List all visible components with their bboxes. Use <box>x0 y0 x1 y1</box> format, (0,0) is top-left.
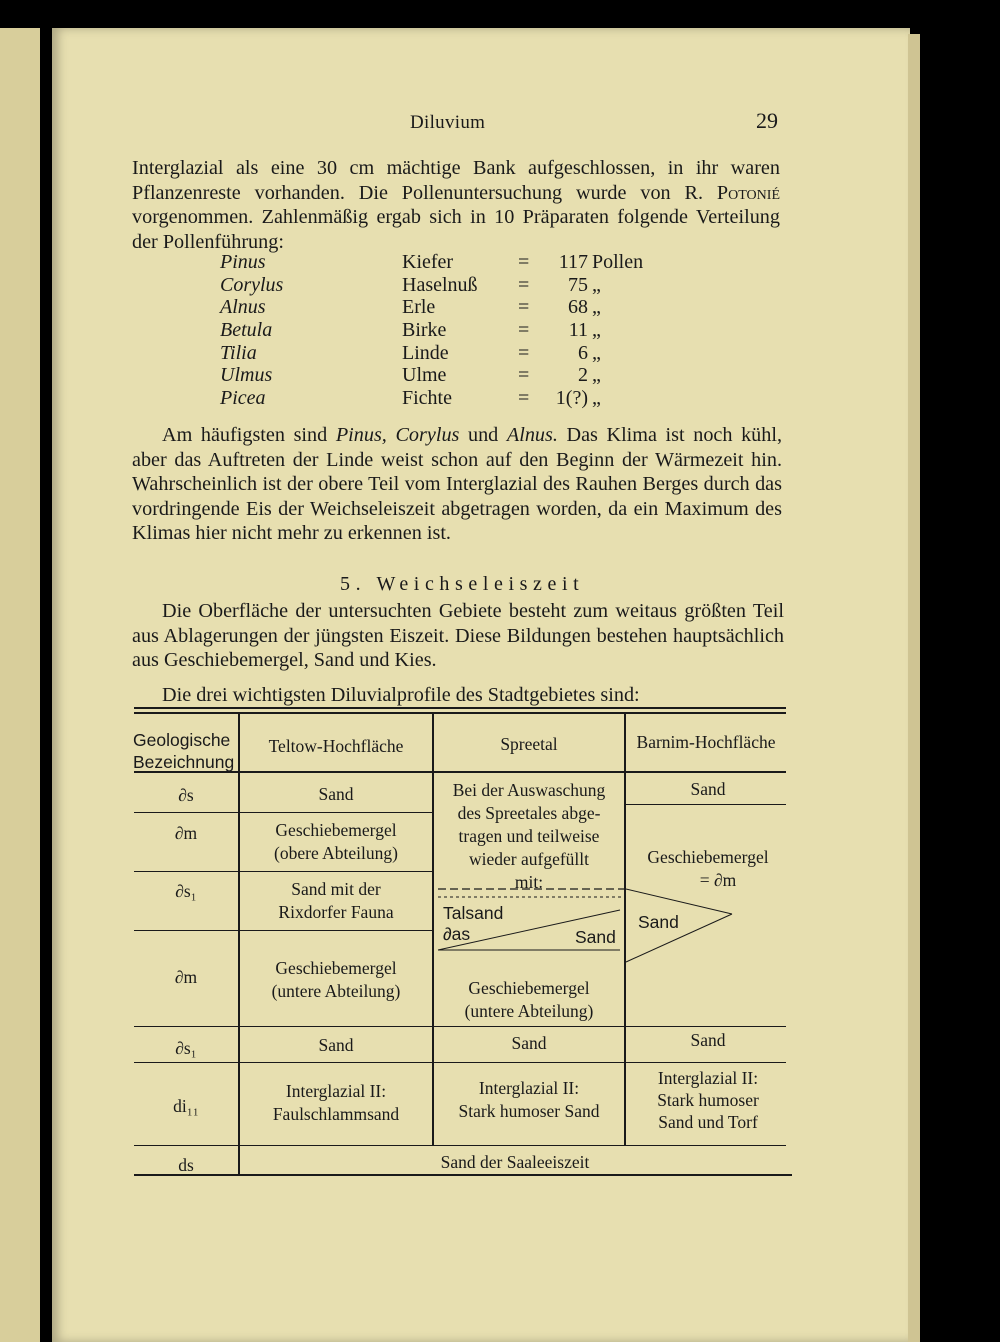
pollen-latin: Tilia <box>220 341 257 364</box>
pollen-german: Birke <box>402 319 447 342</box>
para1-text-b: vorgenommen. Zahlenmäßig ergab sich in 10 Präparaten folgende Verteilung der Pollenführung: <box>132 206 780 253</box>
spreetal-cell: Sand <box>511 1033 547 1053</box>
pollen-equals: = <box>518 341 530 364</box>
spreetal-sand-lens: Sand <box>575 927 616 947</box>
author-name: Potonié <box>716 181 780 204</box>
pollen-equals: = <box>518 296 530 319</box>
pollen-unit: „ <box>592 341 601 364</box>
spreetal-cell: Bei der Auswaschung <box>452 780 606 800</box>
header-barnim: Barnim-Hochfläche <box>636 732 776 752</box>
pollen-german: Kiefer <box>402 251 454 273</box>
barnim-sand-lens: Sand <box>638 912 679 932</box>
pollen-equals: = <box>518 251 530 273</box>
teltow-cell: Interglazial II: <box>285 1081 387 1101</box>
pollen-count: 2 <box>578 364 588 387</box>
pollen-unit: Pollen <box>592 251 644 273</box>
spreetal-cell: (untere Abteilung) <box>464 1001 594 1021</box>
spreetal-cell: des Spreetales abge- <box>457 803 601 823</box>
pollen-count: 11 <box>568 319 588 342</box>
para2-text-a: Am häufigsten sind <box>162 424 336 446</box>
pollen-german: Ulme <box>402 364 447 387</box>
pollen-count: 75 <box>568 273 588 296</box>
barnim-cell: Sand <box>690 1030 726 1050</box>
pollen-unit: „ <box>592 364 601 387</box>
symbol-cell: ∂m <box>174 823 198 843</box>
para2-text-c: Das Klima ist noch kühl, aber das Auftreten der Linde weist schon auf den Beginn der Wärmezeit hin. Wahrscheinlich ist der obere Teil vom Interglazial des Rauhen Berges durch das vordringende Eis der Weichseleiszeit abgetragen worden, da ein Maximum des Klimas hier nicht mehr zu erkennen ist. <box>132 424 783 544</box>
pollen-equals: = <box>518 319 530 342</box>
spreetal-cell: wieder aufgefüllt <box>468 849 589 869</box>
header-teltow: Teltow-Hochfläche <box>268 736 404 756</box>
teltow-cell: Geschiebemergel <box>275 958 397 978</box>
symbol-cell: di₁₁ <box>173 1096 199 1116</box>
para2-italic-1: Pinus, Corylus <box>335 424 460 446</box>
teltow-cell: (obere Abteilung) <box>274 843 398 863</box>
barnim-cell: = ∂m <box>699 870 737 890</box>
spreetal-cell: mit: <box>514 872 544 892</box>
pollen-german: Erle <box>402 296 436 319</box>
bottom-span-cell: Sand der Saaleeiszeit <box>440 1152 590 1172</box>
pollen-latin: Alnus <box>220 296 266 319</box>
spreetal-cell: Geschiebemergel <box>468 978 590 998</box>
spreetal-cell: Interglazial II: <box>478 1078 580 1098</box>
pollen-equals: = <box>518 273 530 296</box>
pollen-latin: Picea <box>220 387 266 410</box>
barnim-cell: Stark humoser <box>657 1090 759 1110</box>
pollen-german: Fichte <box>402 387 452 410</box>
pollen-unit: „ <box>592 273 601 296</box>
pollen-unit: „ <box>592 319 601 342</box>
pollen-equals: = <box>518 387 530 410</box>
pollen-unit: „ <box>592 296 601 319</box>
barnim-cell: Sand <box>690 779 726 799</box>
pollen-latin: Pinus <box>220 251 266 273</box>
pollen-count: 1(?) <box>555 387 588 410</box>
pollen-count: 6 <box>578 341 588 364</box>
header-spreetal: Spreetal <box>500 734 558 754</box>
paragraph-surface: Die Oberfläche der untersuchten Gebiete besteht zum weitaus größten Teil aus Ablagerungen der jüngsten Eiszeit. Diese Bildungen bestehen hauptsächlich aus Geschiebemergel, Sand und Kies. <box>132 600 784 671</box>
barnim-cell: Geschiebemergel <box>647 847 769 867</box>
pollen-german: Haselnuß <box>402 273 478 296</box>
teltow-cell: Faulschlammsand <box>272 1104 400 1124</box>
pollen-german: Linde <box>402 341 449 364</box>
pollen-count: 68 <box>568 296 588 319</box>
pollen-count: 117 <box>558 251 588 273</box>
para2-text-b: und <box>459 424 507 446</box>
para2-italic-2: Alnus. <box>506 424 558 446</box>
pollen-unit: „ <box>592 387 601 410</box>
pollen-latin: Corylus <box>220 273 284 296</box>
pollen-latin: Ulmus <box>220 364 273 387</box>
section-heading: 5. Weichseleiszeit <box>340 573 585 595</box>
symbol-cell: ds <box>178 1155 194 1175</box>
para1-text-a: Interglazial als eine 30 cm mächtige Bank aufgeschlossen, in ihr waren Pflanzenreste vorhanden. Die Pollenuntersuchung wurde von R. <box>132 157 780 204</box>
paragraph-table-intro: Die drei wichtigsten Diluvialprofile des Stadtgebietes sind: <box>162 684 640 706</box>
barnim-cell: Sand und Torf <box>658 1112 758 1132</box>
pollen-latin: Betula <box>220 319 273 342</box>
page-number: 29 <box>756 108 778 133</box>
spreetal-cell: tragen und teilweise <box>458 826 600 846</box>
pollen-equals: = <box>518 364 530 387</box>
symbol-cell: ∂s <box>178 785 194 805</box>
barnim-cell: Interglazial II: <box>657 1068 759 1088</box>
spreetal-das: ∂as <box>443 924 471 944</box>
spreetal-cell: Stark humoser Sand <box>458 1101 600 1121</box>
running-head: Diluvium <box>410 112 486 133</box>
symbol-cell: ∂s₁ <box>175 881 197 901</box>
header-geo-2: Bezeichnung <box>133 752 235 772</box>
header-geo-1: Geologische <box>133 730 231 750</box>
teltow-cell: Geschiebemergel <box>275 820 397 840</box>
teltow-cell: (untere Abteilung) <box>271 981 401 1001</box>
symbol-cell: ∂m <box>174 967 198 987</box>
teltow-cell: Sand <box>318 784 354 804</box>
spreetal-talsand: Talsand <box>443 903 504 923</box>
teltow-cell: Sand <box>318 1035 354 1055</box>
teltow-cell: Sand mit der <box>291 879 381 899</box>
teltow-cell: Rixdorfer Fauna <box>278 902 394 922</box>
symbol-cell: ∂s₁ <box>175 1038 197 1058</box>
